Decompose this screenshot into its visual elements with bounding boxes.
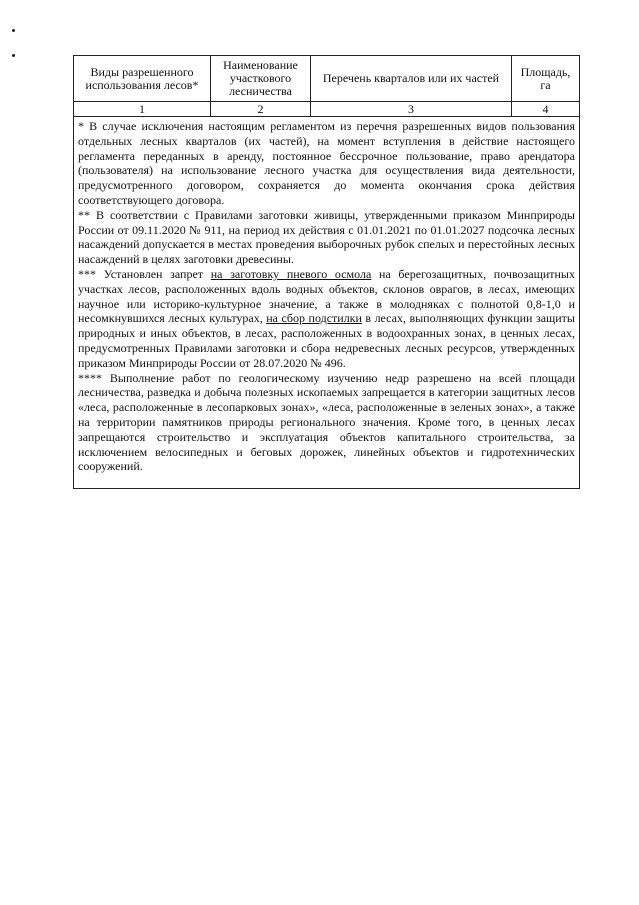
- scan-speck: [12, 54, 15, 57]
- footnote-4: **** Выполнение работ по геологическому изучению недр разрешено на всей площади лесничества, разведка и добыча полезных ископаемых запрещается в категории защитных лесов «леса, расположенные в лесопарковых зонах», «леса, расположенные в зеленых зонах», а также на территории памятников природы регионального значения. Кроме того, в ценных лесах запрещаются строительство и эксплуатация объектов капитального строительства, за исключением велосипедных и беговых дорожек, линейных объектов и гидротехнических сооружений.: [78, 370, 575, 474]
- footnote-3-text: на берегозащитных, почвозащитных участках лесов, расположенных вдоль водных объектов, склонов оврагов, в лесах, имеющих научное или историко-культурное значение, а также в молодняках с полнотой 0,8-1,0 и несомкнувшихся лесных культурах,: [78, 266, 575, 326]
- footnotes: [74, 117, 579, 488]
- header-area: Площадь, га: [520, 64, 571, 92]
- header-quarters-list: Перечень кварталов или их частей: [311, 56, 512, 101]
- column-number-row: [74, 102, 579, 117]
- column-number: 2: [211, 102, 311, 116]
- header-use-types: Виды разрешенного использования лесов*: [74, 56, 211, 101]
- table-header-row: [74, 56, 579, 102]
- column-number: 4: [542, 102, 549, 116]
- footnote-3-text: *** Установлен запрет: [78, 266, 211, 281]
- footnote-2: ** В соответствии с Правилами заготовки живицы, утвержденными приказом Минприроды России от 09.11.2020 № 911, на период их действия с 01.01.2021 по 01.01.2027 подсочка лесных насаждений допускается в местах проведения выборочных рубок спелых и перестойных лесных насаждений в целях заготовки древесины.: [78, 207, 575, 267]
- scan-speck: [12, 29, 15, 32]
- footnote-1: * В случае исключения настоящим регламентом из перечня разрешенных видов пользования отдельных лесных кварталов (их частей), на момент вступления в действие настоящего регламента переданных в аренду, постоянное бессрочное пользование, право арендатора (пользователя) на использование лесного участка для осуществления вида деятельности, предусмотренного договором, сохраняется до момента окончания срока действия соответствующего договора.: [78, 119, 575, 207]
- regulation-table: [73, 55, 580, 489]
- header-forestry-name: Наименование участкового лесничества: [211, 56, 311, 101]
- footnote-3-text: в лесах, выполняющих функции защиты природных и иных объектов, в лесах, расположенных в водоохранных зонах, в ценных лесах, предусмотренных Правилами заготовки и сбора недревесных лесных ресурсов, утвержденных приказом Минприроды России от 28.07.2020 № 496.: [78, 311, 575, 370]
- underlined-phrase: на заготовку пневого осмола: [210, 266, 372, 281]
- footnote-3: [78, 267, 575, 371]
- column-number: 1: [74, 102, 211, 116]
- underlined-phrase: на сбор подстилки: [266, 311, 362, 326]
- column-number: 3: [311, 102, 512, 116]
